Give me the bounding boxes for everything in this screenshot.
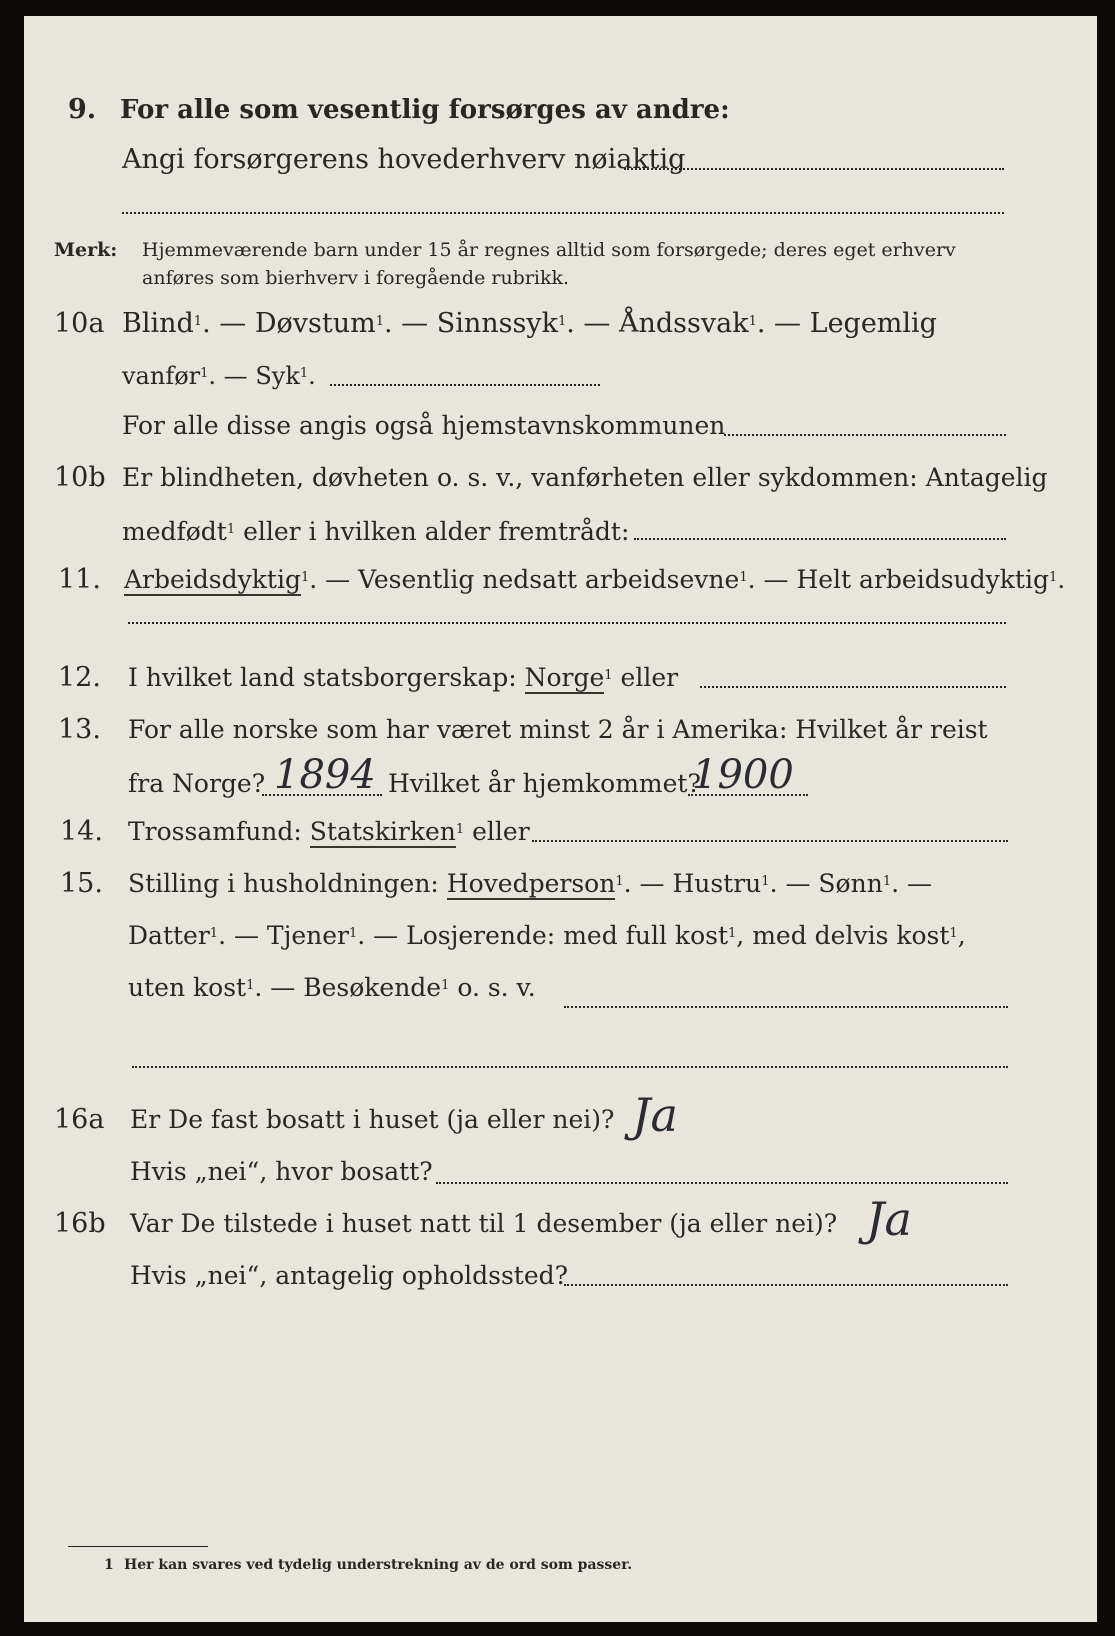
option-statskirken-underlined: Statskirken (309, 817, 456, 846)
option-legemlig: Legemlig (809, 308, 937, 339)
question-15-line-1: Stilling i husholdningen: Hovedperson$^1$. — Hustru$^1$. — Sønn$^1$. — (128, 869, 932, 898)
question-9-heading: For alle som vesentlig forsørges av andre: (120, 95, 730, 125)
question-10a-hjemstavn: For alle disse angis også hjemstavnskommunen (122, 411, 726, 440)
question-12-line: I hvilket land statsborgerskap: Norge$^1$ eller (128, 663, 679, 692)
handwritten-year-return: 1900 (692, 752, 794, 798)
question-16b-answer-line (564, 1284, 1008, 1286)
question-15-number: 15. (60, 868, 103, 899)
question-16a-answer-line (436, 1182, 1008, 1184)
question-11-options: Arbeidsdyktig$^1$. — Vesentlig nedsatt arbeidsevne$^1$. — Helt arbeidsudyktig$^1$. (124, 565, 1066, 594)
footnote-rule (68, 1546, 208, 1547)
option-udyktig: Helt arbeidsudyktig (796, 565, 1049, 594)
question-13-hjemkommet: Hvilket år hjemkommet? (388, 769, 701, 798)
option-nedsatt: Vesentlig nedsatt arbeidsevne (358, 565, 740, 594)
question-11-number: 11. (58, 564, 101, 595)
question-15-line-2: Datter$^1$. — Tjener$^1$. — Losjerende: med full kost$^1$, med delvis kost$^1$, (128, 921, 966, 950)
question-16b-line-2: Hvis „nei“, antagelig opholdssted? (130, 1261, 569, 1290)
question-12-answer-line (700, 686, 1006, 688)
footnote-text: Her kan svares ved tydelig understrekning av de ord som passer. (124, 1557, 633, 1573)
question-10a-line-2: vanfør$^1$. — Syk$^1$. (122, 362, 316, 390)
question-10b-line-2: medfødt$^1$ eller i hvilken alder fremtrådt: (122, 517, 630, 546)
question-16b-number: 16b (54, 1208, 106, 1239)
question-10a-number: 10a (54, 308, 105, 339)
handwritten-year-left: 1894 (274, 752, 376, 798)
question-9-number: 9. (68, 94, 97, 125)
option-norge-underlined: Norge (524, 663, 605, 692)
question-12-number: 12. (58, 662, 101, 693)
question-9-answer-line (624, 168, 1004, 170)
hjemstavn-answer-line (724, 434, 1006, 436)
question-10a-line-1: Blind$^1$. — Døvstum$^1$. — Sinnssyk$^1$. — Åndssvak$^1$. — Legemlig (122, 308, 937, 339)
option-arbeidsdyktig-underlined: Arbeidsdyktig (124, 565, 301, 594)
question-15-answer-line-2 (132, 1066, 1008, 1068)
question-15-line-3: uten kost$^1$. — Besøkende$^1$ o. s. v. (128, 973, 536, 1002)
footnote-mark: 1 (104, 1557, 114, 1573)
question-16a-number: 16a (54, 1104, 105, 1135)
question-9-answer-line-2 (122, 212, 1004, 214)
question-13-number: 13. (58, 714, 101, 745)
option-syk: Syk (255, 362, 300, 390)
question-10a-answer-line (330, 384, 600, 386)
question-16a-line-1: Er De fast bosatt i huset (ja eller nei)? (130, 1105, 615, 1134)
option-dovstum: Døvstum (254, 308, 376, 339)
option-medfodt: medfødt (122, 517, 227, 546)
question-10b-line-1: Er blindheten, døvheten o. s. v., vanførheten eller sykdommen: Antagelig (122, 463, 1048, 492)
question-16b-line-1: Var De tilstede i huset natt til 1 desember (ja eller nei)? (130, 1209, 838, 1238)
merk-text-line-2: anføres som bierhverv i foregående rubrikk. (142, 267, 570, 289)
question-10b-number: 10b (54, 462, 106, 493)
option-andssvak: Åndssvak (619, 308, 749, 339)
question-14-number: 14. (60, 816, 103, 847)
merk-label: Merk: (54, 239, 118, 261)
question-13-line-1: For alle norske som har været minst 2 år i Amerika: Hvilket år reist (128, 715, 988, 744)
handwritten-answer-16b: Ja (866, 1192, 912, 1246)
option-sinnssyk: Sinnssyk (436, 308, 558, 339)
question-13-fra-norge: fra Norge? (128, 769, 266, 798)
option-hovedperson-underlined: Hovedperson (446, 869, 616, 898)
question-15-answer-line (564, 1006, 1008, 1008)
option-blind: Blind (122, 308, 194, 339)
question-14-line: Trossamfund: Statskirken$^1$ eller (128, 817, 530, 846)
question-11-answer-line (128, 622, 1006, 624)
census-form-page (24, 16, 1097, 1622)
handwritten-answer-16a: Ja (632, 1088, 678, 1142)
merk-text-line-1: Hjemmeværende barn under 15 år regnes alltid som forsørgede; deres eget erhverv (142, 239, 956, 261)
question-9-prompt: Angi forsørgerens hovederhverv nøiaktig (122, 144, 686, 175)
question-16a-line-2: Hvis „nei“, hvor bosatt? (130, 1157, 433, 1186)
option-vanfor: vanfør (122, 362, 201, 390)
question-10b-answer-line (634, 538, 1006, 540)
question-14-answer-line (532, 840, 1008, 842)
